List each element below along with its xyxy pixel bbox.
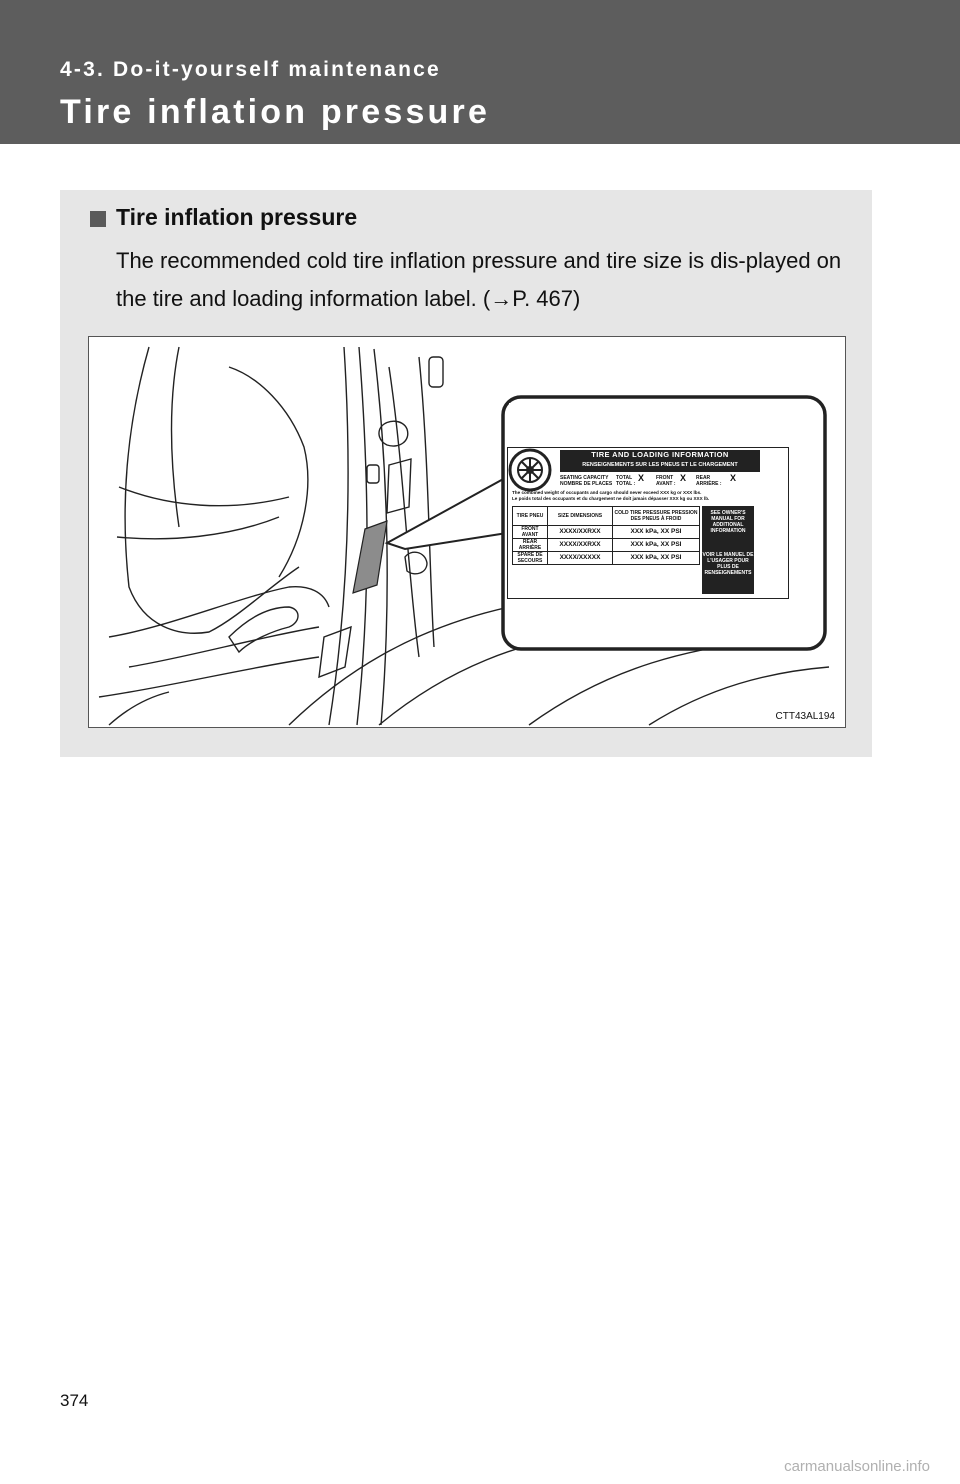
row-pressure: XXX kPa, XX PSI [613,552,700,565]
table-row [513,539,700,552]
figure-code: CTT43AL194 [775,711,835,722]
watermark: carmanualsonline.info [784,1458,930,1475]
door-jamb-illustration [88,336,846,728]
wheel-icon [508,448,552,492]
side-note-en: SEE OWNER'S MANUAL FOR ADDITIONAL INFORMATION [710,510,746,534]
owners-manual-note [702,506,754,594]
table-row [513,552,700,565]
tire-pressure-table [512,506,700,565]
front-fr: AVANT : [656,481,676,487]
seating-en: SEATING CAPACITY [560,475,609,481]
rear-x: X [730,473,737,483]
total-en: TOTAL [616,475,633,481]
row-tire: SPARE DE SECOURS [513,552,548,565]
subsection-title: 4-3. Do-it-yourself maintenance [60,58,441,81]
col-pressure: COLD TIRE PRESSURE PRESSION DES PNEUS À FROID [613,507,700,526]
label-title-en: TIRE AND LOADING INFORMATION [591,450,729,459]
side-note-fr: VOIR LE MANUEL DE L'USAGER POUR PLUS DE RENSEIGNEMENTS [702,552,754,576]
table-row [513,526,700,539]
row-tire: REAR ARRIÈRE [513,539,548,552]
filled-square-icon [90,211,106,227]
row-size: XXXX/XXRXX [548,539,613,552]
chapter-header [0,0,960,144]
section-heading: Tire inflation pressure [116,204,358,230]
seating-fr: NOMBRE DE PLACES [560,481,613,487]
row-pressure: XXX kPa, XX PSI [613,539,700,552]
page-number: 374 [60,1391,89,1410]
col-size: SIZE DIMENSIONS [548,507,613,526]
weight-note-en: The combined weight of occupants and cargo should never exceed XXX kg or XXX lbs. [512,490,702,495]
row-size: XXXX/XXXXX [548,552,613,565]
section-body: The recommended cold tire inflation pressure and tire size is dis-played on the tire and loading information label. (→P. 467) [116,248,842,311]
content-panel [60,190,872,757]
rear-en: REAR [696,475,711,481]
weight-note [512,490,784,502]
front-x: X [680,473,687,483]
tire-loading-label [507,447,789,599]
total-fr: TOTAL : [616,481,636,487]
front-en: FRONT [656,475,674,481]
page-title: Tire inflation pressure [60,93,491,131]
rear-fr: ARRIÈRE : [696,481,722,487]
label-header [560,450,760,472]
total-x: X [638,473,645,483]
row-size: XXXX/XXRXX [548,526,613,539]
col-tire: TIRE PNEU [513,507,548,526]
row-pressure: XXX kPa, XX PSI [613,526,700,539]
label-title-fr: RENSEIGNEMENTS SUR LES PNEUS ET LE CHARGEMENT [582,462,738,468]
row-tire: FRONT AVANT [513,526,548,539]
weight-note-fr: Le poids total des occupants et du chargement ne doit jamais dépasser XXX kg ou XXX lb. [512,496,710,501]
